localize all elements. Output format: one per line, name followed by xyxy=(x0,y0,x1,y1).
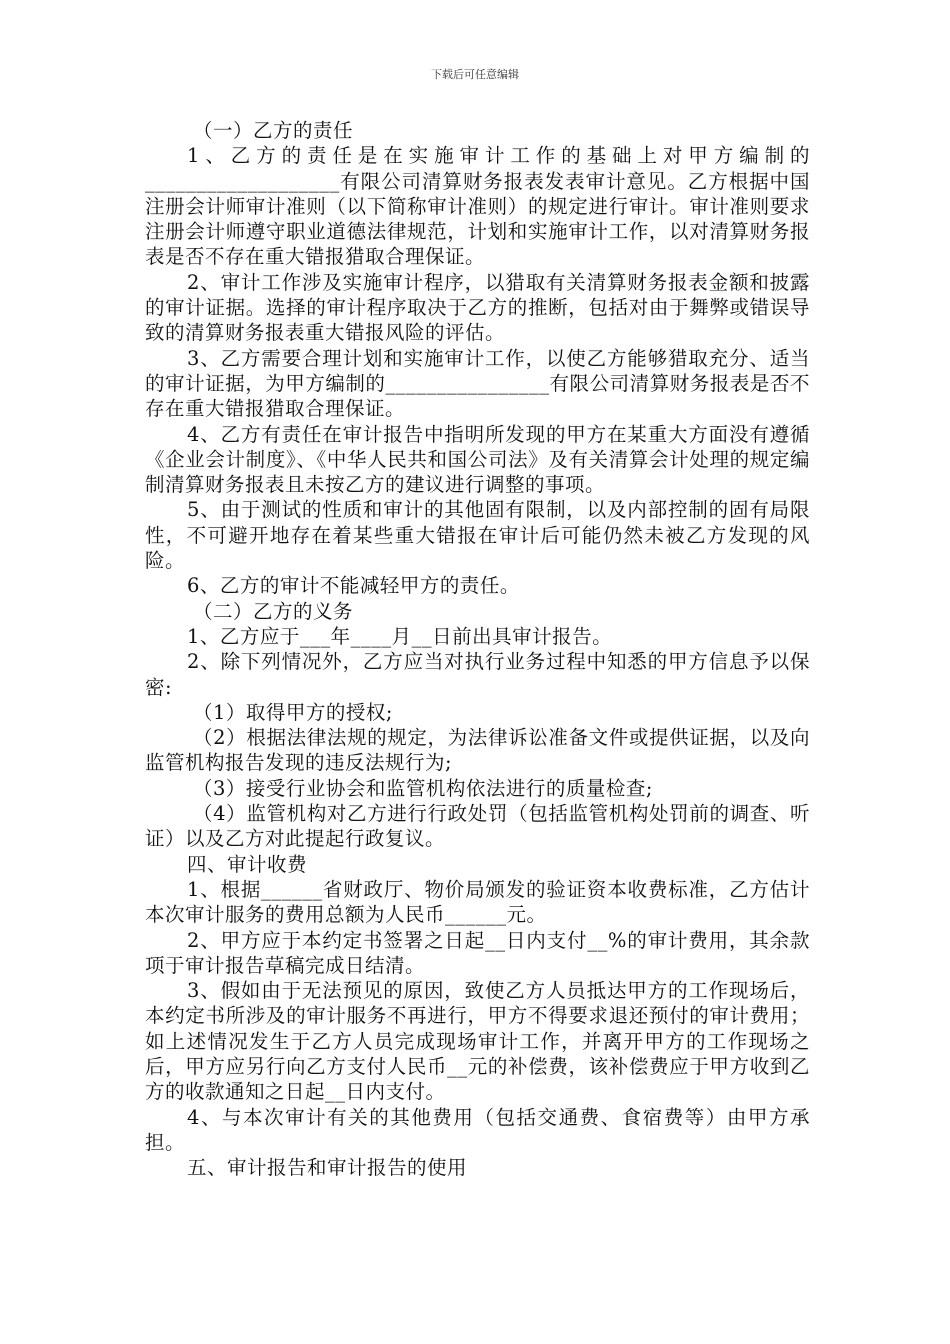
paragraph: 5、由于测试的性质和审计的其他固有限制，以及内部控制的固有局限性，不可避开地存在着某些重大错报在审计后可能仍然未被乙方发现的风险。 xyxy=(145,498,810,573)
paragraph: 4、乙方有责任在审计报告中指明所发现的甲方在某重大方面没有遵循《企业会计制度》、《中华人民共和国公司法》及有关清算会计处理的规定编制清算财务报表且未按乙方的建议进行调整的事项。 xyxy=(145,422,810,497)
paragraph: 3、乙方需要合理计划和实施审计工作，以使乙方能够猎取充分、适当的审计证据，为甲方编制的________________有限公司清算财务报表是否不存在重大错报猎取合理保证。 xyxy=(145,346,810,421)
section-heading-obligations-responsibility: （一）乙方的责任 xyxy=(193,119,354,142)
paragraph: 1、根据______省财政厅、物价局颁发的验证资本收费标准，乙方估计本次审计服务的费用总额为人民币______元。 xyxy=(145,877,810,927)
paragraph: 1、乙方的责任是在实施审计工作的基础上对甲方编制的___________________有限公司清算财务报表发表审计意见。乙方根据中国注册会计师审计准则（以下简称审计准则）的规定进行审计。审计准则要求注册会计师遵守职业道德法律规范，计划和实施审计工作，以对清算财务报表是否不存在重大错报猎取合理保证。 xyxy=(145,144,810,269)
section-heading-obligations: （二）乙方的义务 xyxy=(193,599,354,623)
section-heading-fees: 四、审计收费 xyxy=(187,852,308,876)
paragraph: 3、假如由于无法预见的原因，致使乙方人员抵达甲方的工作现场后，本约定书所涉及的审计服务不再进行，甲方不得要求退还预付的审计费用；如上述情况发生于乙方人员完成现场审计工作，并离开甲方的工作现场之后，甲方应另行向乙方支付人民币__元的补偿费，该补偿费应于甲方收到乙方的收款通知之日起__日内支付。 xyxy=(145,979,810,1104)
list-item: （3）接受行业协会和监管机构依法进行的质量检查; xyxy=(193,776,653,800)
list-item: （2）根据法律法规的规定，为法律诉讼准备文件或提供证据，以及向监管机构报告发现的违反法规行为; xyxy=(145,726,810,775)
paragraph: 6、乙方的审计不能减轻甲方的责任。 xyxy=(187,574,520,598)
paragraph: 4、与本次审计有关的其他费用（包括交通费、食宿费等）由甲方承担。 xyxy=(145,1105,810,1154)
paragraph: 2、甲方应于本约定书签署之日起__日内支付__%的审计费用，其余款项于审计报告草稿完成日结清。 xyxy=(145,928,810,977)
document-body xyxy=(145,118,810,1180)
paragraph: 2、除下列情况外，乙方应当对执行业务过程中知悉的甲方信息予以保密: xyxy=(145,650,810,699)
list-item: （1）取得甲方的授权; xyxy=(193,700,393,724)
section-heading-report-usage: 五、审计报告和审计报告的使用 xyxy=(187,1156,468,1180)
list-item: （4）监管机构对乙方进行行政处罚（包括监管机构处罚前的调查、听证）以及乙方对此提起行政复议。 xyxy=(145,802,810,851)
paragraph: 2、审计工作涉及实施审计程序，以猎取有关清算财务报表金额和披露的审计证据。选择的审计程序取决于乙方的推断，包括对由于舞弊或错误导致的清算财务报表重大错报风险的评估。 xyxy=(145,270,810,345)
paragraph: 1、乙方应于___年____月__日前出具审计报告。 xyxy=(187,624,613,648)
page-header: 下载后可任意编辑 xyxy=(431,68,519,81)
